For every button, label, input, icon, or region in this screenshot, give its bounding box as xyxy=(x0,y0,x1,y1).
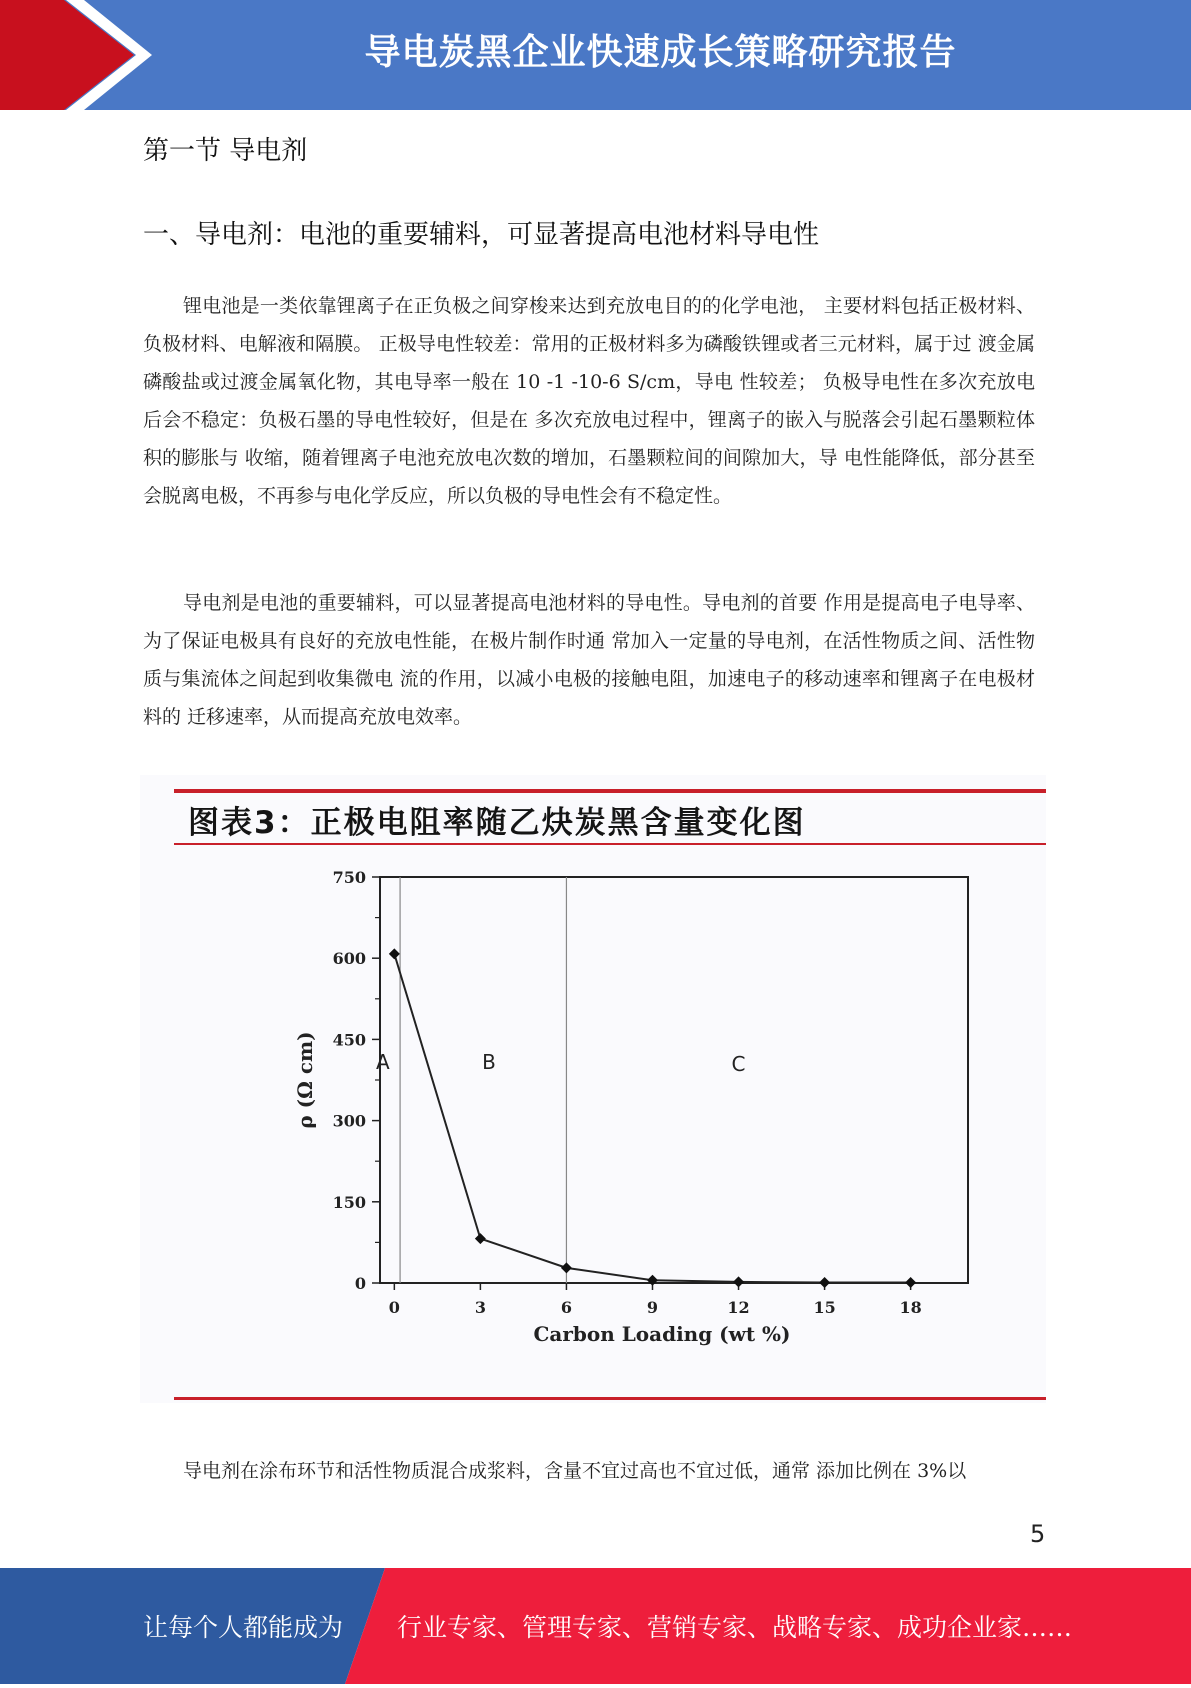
sub-heading: 一、导电剂：电池的重要辅料，可显著提高电池材料导电性 xyxy=(143,220,820,250)
section-heading: 第一节 导电剂 xyxy=(143,136,308,166)
plot-frame xyxy=(380,877,968,1283)
y-tick-label: 600 xyxy=(332,949,366,969)
y-tick-label: 450 xyxy=(332,1030,366,1050)
footer-slogan-left: 让每个人都能成为 xyxy=(143,1613,344,1642)
resistivity-line-chart xyxy=(140,775,1046,1395)
x-tick-label: 12 xyxy=(727,1298,750,1317)
x-tick-label: 6 xyxy=(560,1298,573,1317)
footer-slogan-right: 行业专家、管理专家、营销专家、战略专家、成功企业家…… xyxy=(397,1613,1073,1642)
data-point-marker xyxy=(905,1277,916,1288)
x-tick-label: 9 xyxy=(646,1298,659,1317)
resistivity-series-line xyxy=(394,954,910,1283)
y-tick-label: 0 xyxy=(354,1274,366,1293)
region-label-b: B xyxy=(482,1050,496,1075)
x-tick-label: 0 xyxy=(388,1298,400,1317)
x-axis-label: Carbon Loading (wt %) xyxy=(533,1322,791,1346)
figure-resistivity-chart xyxy=(140,775,1046,1403)
paragraph-conductive-agent: 导电剂是电池的重要辅料，可以显著提高电池材料的导电性。导电剂的首要 作用是提高电子电导率、为了保证电极具有良好的充放电性能，在极片制作时通 常加入一定量的导电剂，在活性物质之间、活性物质与集流体之间起到收集微电 流的作用，以减小电极的接触电阻，加速电子的移动速率和锂离子在电极材料的 迁移速率，从而提高充放电效率。 xyxy=(143,592,1035,728)
page-header xyxy=(0,0,1191,110)
figure-bottom-rule xyxy=(174,1397,1046,1400)
y-tick-label: 150 xyxy=(332,1192,366,1212)
page-footer xyxy=(0,1568,1191,1684)
x-tick-label: 15 xyxy=(813,1298,836,1317)
region-label-a: A xyxy=(376,1050,390,1075)
x-tick-label: 18 xyxy=(899,1298,922,1317)
data-point-marker xyxy=(561,1262,572,1273)
figure-title: 图表3：正极电阻率随乙炔炭黑含量变化图 xyxy=(188,805,806,841)
y-tick-label: 750 xyxy=(332,868,366,887)
data-point-marker xyxy=(733,1276,744,1287)
data-point-marker xyxy=(819,1277,830,1288)
y-tick-label: 300 xyxy=(332,1111,366,1131)
paragraph-lithium-battery: 锂电池是一类依靠锂离子在正负极之间穿梭来达到充放电目的的化学电池， 主要材料包括正极材料、负极材料、电解液和隔膜。 正极导电性较差：常用的正极材料多为磷酸铁锂或者三元材料，属于过 渡金属磷酸盐或过渡金属氧化物，其电导率一般在 10 -1 -10-6 S/cm，导电 性较差； 负极导电性在多次充放电后会不稳定：负极石墨的导电性较好，但是在 多次充放电过程中，锂离子的嵌入与脱落会引起石墨颗粒体积的膨胀与 收缩，随着锂离子电池充放电次数的增加，石墨颗粒间的间隙加大，导 电性能降低，部分甚至会脱离电极，不再参与电化学反应，所以负极的导电性会有不稳定性。 xyxy=(143,295,1035,507)
region-label-c: C xyxy=(731,1051,746,1076)
x-tick-label: 3 xyxy=(474,1298,486,1317)
y-axis-label: ρ (Ω cm) xyxy=(293,1031,317,1129)
data-point-marker xyxy=(647,1275,658,1286)
data-point-marker xyxy=(389,948,400,959)
paragraph-additive-ratio: 导电剂在涂布环节和活性物质混合成浆料，含量不宜过高也不宜过低，通常 添加比例在 3%以 xyxy=(183,1460,967,1482)
data-point-marker xyxy=(475,1233,486,1244)
page-number: 5 xyxy=(1030,1520,1046,1548)
report-title: 导电炭黑企业快速成长策略研究报告 xyxy=(364,32,957,73)
